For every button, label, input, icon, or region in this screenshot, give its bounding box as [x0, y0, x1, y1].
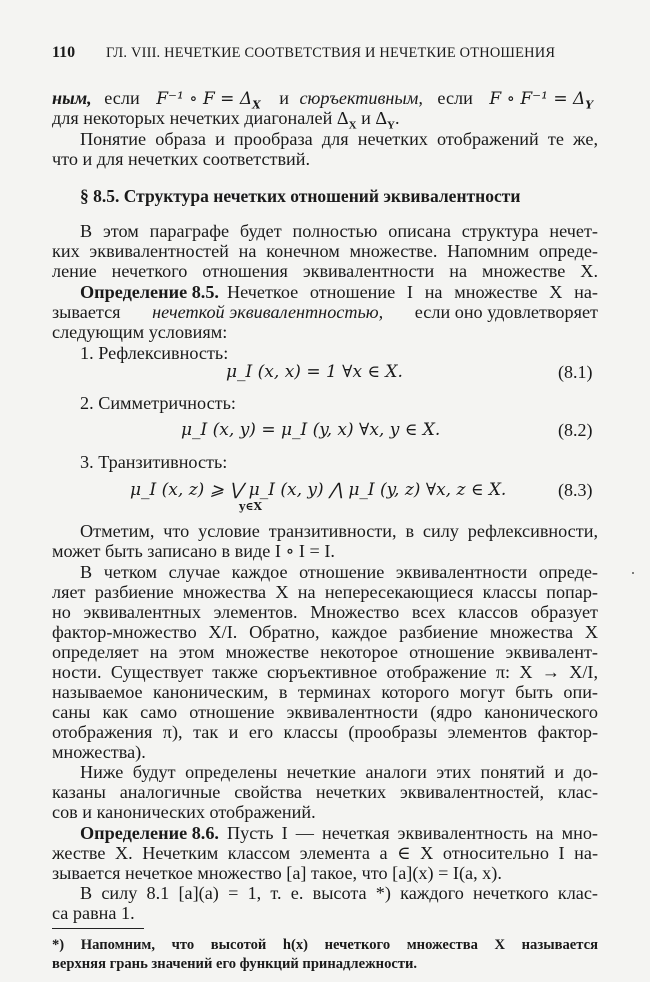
- paragraph-below-line-3: сов и канонических отображений.: [52, 802, 316, 822]
- paragraph-partition-line-5: определяет на этом множестве некоторое отношение эквивалент-: [52, 642, 598, 662]
- paragraph-image-line-1: Понятие образа и прообраза для нечетких отображений те же,: [80, 129, 598, 149]
- definition-label: Определение 8.5.: [80, 282, 219, 302]
- intro-word: ным,: [52, 88, 92, 108]
- paragraph-partition-line-4: фактор-множество X/I. Обратно, каждое разбиение множества X: [52, 622, 598, 642]
- condition-3-label: 3. Транзитивность:: [80, 452, 228, 472]
- paragraph-below-line-2: казаны аналогичные свойства нечетких эквивалентностей, клас-: [52, 782, 598, 802]
- condition-1-label: 1. Рефлексивность:: [80, 343, 229, 363]
- paragraph-partition-line-1: В четком случае каждое отношение эквивалентности опреде-: [80, 562, 598, 582]
- intro-line-2: для некоторых нечетких диагоналей $\Delta_X$ и $\Delta_Y$.: [52, 108, 400, 132]
- formula-8-3-subscript: y∈X: [239, 500, 263, 513]
- term-fuzzy-equivalence: нечеткой эквивалентностью,: [152, 302, 384, 322]
- section-title: § 8.5. Структура нечетких отношений эквивалентности: [80, 186, 521, 206]
- paragraph-partition-line-7: называемое каноническим, в терминах которого могут быть опи-: [52, 682, 598, 702]
- footnote-line-1: *) Напомним, что высотой h(x) нечеткого множества X называется: [52, 937, 598, 953]
- definition-text: если оно удовлетворяет: [414, 302, 598, 322]
- paragraph-image-line-2: что и для нечетких соответствий.: [52, 149, 311, 169]
- definition-8-5-line-3: следующим условиям:: [52, 322, 228, 342]
- intro-word: и: [279, 88, 289, 108]
- equation-number-8-3: (8.3): [558, 480, 593, 500]
- page-number: 110: [52, 44, 76, 61]
- definition-label: Определение 8.6.: [80, 823, 219, 843]
- definition-text: Нечеткое отношение I на множестве X на-: [226, 282, 598, 302]
- intro-word: если: [104, 88, 140, 108]
- formula-8-1: μ_I (x, x) = 1 ∀x ∈ X.: [226, 362, 403, 382]
- formula-8-3: μ_I (x, z) ⩾ ⋁ μ_I (x, y) ⋀ μ_I (y, z) ∀x, z ∈ X.: [130, 480, 507, 500]
- formula-composition-inverse: F ∘ $F^{-1} = \Delta_Y$: [489, 89, 594, 112]
- paragraph-height-line-2: са равна 1.: [52, 903, 135, 923]
- paragraph-note-line-1: Отметим, что условие транзитивности, в силу рефлексивности,: [80, 521, 598, 541]
- definition-8-6-line-2: жестве X. Нечетким классом элемента a ∈ X относительно I на-: [52, 843, 598, 863]
- intro-word: если: [437, 88, 473, 108]
- paragraph-partition-line-8: саны как само отношение эквивалентности (ядро канонического: [52, 702, 598, 722]
- paragraph-below-line-1: Ниже будут определены нечеткие аналоги этих понятий и до-: [80, 762, 598, 782]
- print-speck: [632, 572, 634, 574]
- paragraph-partition-line-10: множества).: [52, 742, 146, 762]
- running-title: ГЛ. VIII. НЕЧЕТКИЕ СООТВЕТСТВИЯ И НЕЧЕТКИЕ ОТНОШЕНИЯ: [106, 45, 556, 61]
- equation-number-8-2: (8.2): [558, 420, 593, 440]
- definition-text: Пусть I — нечеткая эквивалентность на мно-: [226, 823, 598, 843]
- condition-2-label: 2. Симметричность:: [80, 393, 236, 413]
- formula-8-2: μ_I (x, y) = μ_I (y, x) ∀x, y ∈ X.: [181, 420, 441, 440]
- paragraph-partition-line-6: ности. Существует также сюръективное отображение π: X → X/I,: [52, 662, 598, 682]
- paragraph-section-line-2: ких эквивалентностей на конечном множестве. Напомним опреде-: [52, 241, 598, 261]
- paragraph-partition-line-9: отображения π), так и его классы (прообразы элементов фактор-: [52, 722, 598, 742]
- paragraph-partition-line-3: но эквивалентных элементов. Множество всех классов образует: [52, 602, 598, 622]
- paragraph-partition-line-2: ляет разбиение множества X на непересекающиеся классы попар-: [52, 582, 598, 602]
- definition-text: зывается: [52, 302, 121, 322]
- equation-number-8-1: (8.1): [558, 362, 593, 382]
- paragraph-section-line-3: ление нечеткого отношения эквивалентности на множестве X.: [52, 261, 598, 281]
- definition-8-6-line-3: зывается нечеткое множество [a] такое, что [a](x) = I(a, x).: [52, 863, 502, 883]
- paragraph-height-line-1: В силу 8.1 [a](a) = 1, т. е. высота *) каждого нечеткого клас-: [80, 883, 598, 903]
- footnote-line-2: верхняя грань значений его функций принадлежности.: [52, 956, 418, 972]
- formula-inverse-composition: F⁻¹ ∘ $F = \Delta_X$: [156, 89, 261, 112]
- paragraph-note-line-2: может быть записано в виде I ∘ I = I.: [52, 541, 335, 561]
- footnote-rule: [52, 928, 144, 929]
- paragraph-section-line-1: В этом параграфе будет полностью описана структура нечет-: [80, 221, 598, 241]
- intro-term-surjective: сюръективным,: [299, 88, 423, 108]
